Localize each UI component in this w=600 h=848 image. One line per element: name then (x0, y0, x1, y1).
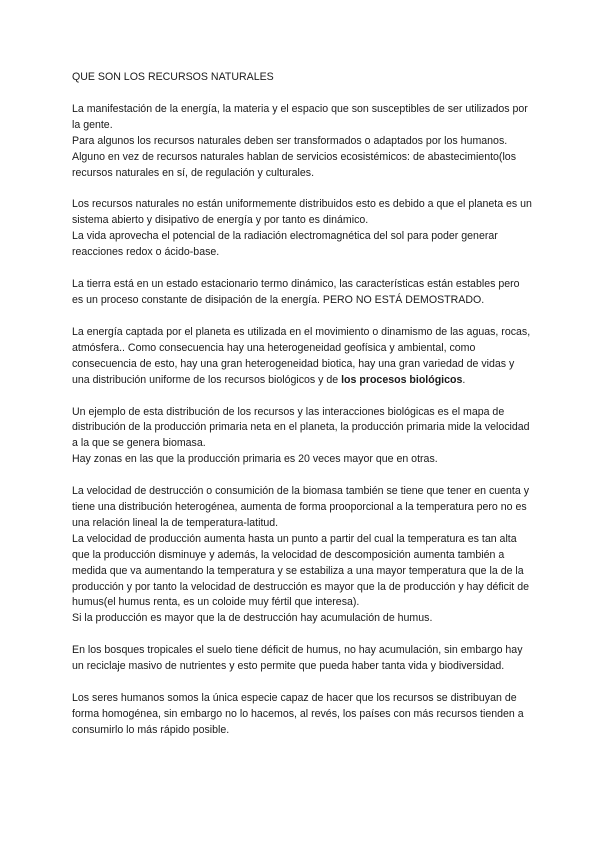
paragraph-line: En los bosques tropicales el suelo tiene déficit de humus, no hay acumulación, sin embargo hay un reciclaje masivo de nutrientes y esto permite que pueda haber tanta vida y biodiversidad. (72, 644, 523, 673)
paragraph-tropical-forests (72, 643, 532, 675)
paragraph-line: Si la producción es mayor que la de destrucción hay acumulación de humus. (72, 612, 433, 625)
paragraph-line: La tierra está en un estado estacionario termo dinámico, las características están estables pero es un proceso constante de disipación de la energía. PERO NO ESTÁ DEMOSTRADO. (72, 278, 520, 306)
paragraph-distribution (72, 197, 532, 261)
paragraph-line: La vida aprovecha el potencial de la radiación electromagnética del sol para poder generar reacciones redox o ácido-base. (72, 230, 498, 259)
paragraph-destruction-rate (72, 484, 532, 627)
paragraph-line: La velocidad de destrucción o consumición de la biomasa también se tiene que tener en cuenta y tiene una distribución heterogénea, aumenta de forma prooporcional a la temperatura pero no es una relación lineal la de temperatura-latitud. (72, 485, 529, 529)
paragraph-line: Los seres humanos somos la única especie capaz de hacer que los recursos se distribuyan de forma homogénea, sin embargo no lo hacemos, al revés, los países con más recursos tienden a consumirlo lo más rápido posible. (72, 692, 524, 736)
paragraph-line: La manifestación de la energía, la materia y el espacio que son susceptibles de ser utilizados por la gente. (72, 102, 528, 131)
paragraph-line: Para algunos los recursos naturales deben ser transformados o adaptados por los humanos. (72, 134, 508, 147)
paragraph-energy (72, 325, 532, 389)
paragraph-line: Hay zonas en las que la producción primaria es 20 veces mayor que en otras. (72, 453, 438, 466)
paragraph-text: La energía captada por el planeta es utilizada en el movimiento o dinamismo de las aguas, rocas, atmósfera.. Como consecuencia hay una heterogeneidad geofísica y ambiental, como consecuencia de esto, hay una gran heterogeneidad biotica, hay una gran variedad de vidas y una distribución uniforme de los recursos biológicos y de (72, 325, 531, 386)
paragraph-humans (72, 691, 532, 739)
paragraph-line: Un ejemplo de esta distribución de los recursos y las interacciones biológicas es el mapa de distribución de la producción primaria neta en el planeta, la producción primaria mide la velocidad a la que se genera biomasa. (72, 405, 530, 450)
paragraph-definition (72, 102, 532, 182)
paragraph-primary-production (72, 405, 532, 469)
paragraph-text-end: . (462, 373, 466, 386)
bold-term: los procesos biológicos (341, 373, 463, 386)
document-title: QUE SON LOS RECURSOS NATURALES (72, 71, 274, 83)
document-page (72, 70, 532, 755)
paragraph-thermodynamics (72, 277, 532, 309)
paragraph-line: Alguno en vez de recursos naturales hablan de servicios ecosistémicos: de abastecimiento(los recursos naturales en sí, de regulación y culturales. (72, 150, 516, 179)
paragraph-line: La velocidad de producción aumenta hasta un punto a partir del cual la temperatura es tan alta que la producción disminuye y además, la velocidad de descomposición aumenta también a medida que va aumentando la temperatura y se estabiliza a una mayor temperatura que la de la producción y por tanto la velocidad de destrucción es mayor que la de producción y hay déficit de humus(el humus renta, es un coloide muy fértil que interesa). (72, 532, 529, 609)
paragraph-line: Los recursos naturales no están uniformemente distribuidos esto es debido a que el planeta es un sistema abierto y disipativo de energía y por tanto es dinámico. (72, 198, 532, 227)
